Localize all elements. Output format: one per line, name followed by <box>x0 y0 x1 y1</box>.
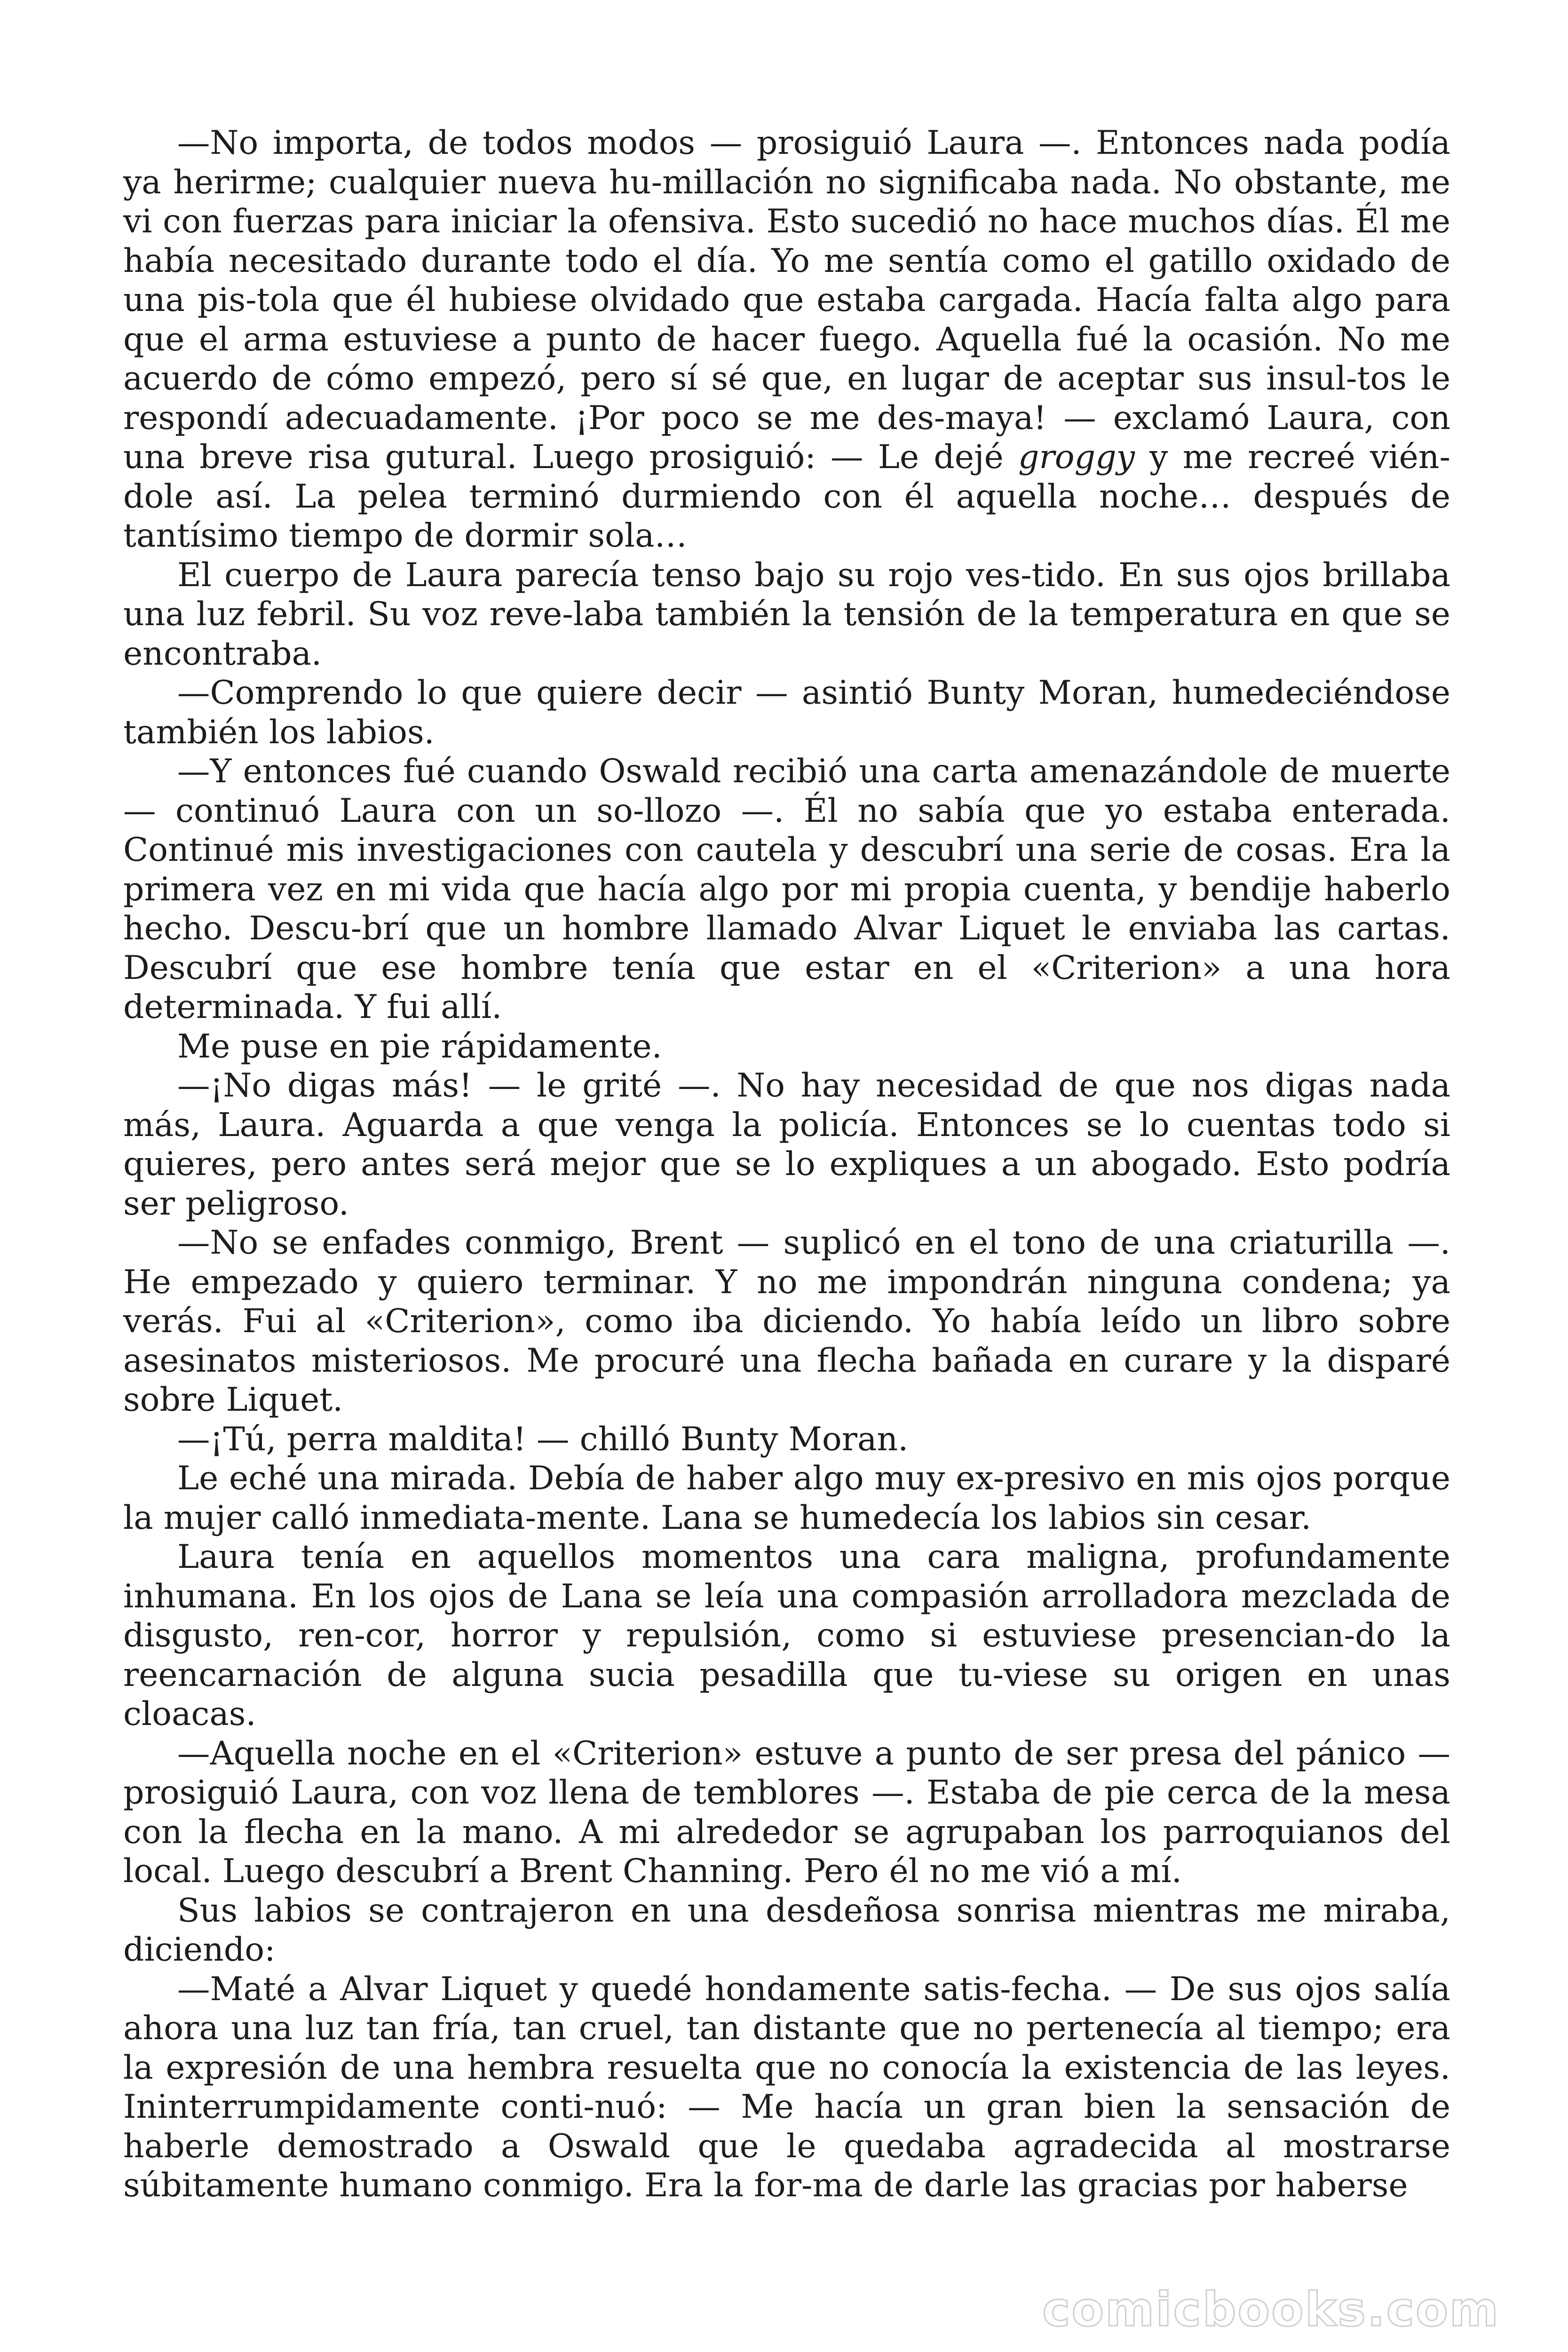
paragraph: —¡No digas más! — le grité —. No hay necesidad de que nos digas nada más, Laura. Aguarda a que venga la policía. Entonces se lo cuentas todo si quieres, pero antes será mejor que se lo expliques a un abogado. Esto podría ser peligroso. <box>123 1066 1450 1223</box>
paragraph: —Aquella noche en el «Criterion» estuve a punto de ser presa del pánico — prosiguió Laura, con voz llena de temblores —. Estaba de pie cerca de la mesa con la flecha en la mano. A mi alrededor se agrupaban los parroquianos del local. Luego descubrí a Brent Channing. Pero él no me vió a mí. <box>123 1734 1450 1890</box>
page-body <box>123 123 1450 2205</box>
paragraph: Laura tenía en aquellos momentos una cara maligna, profundamente inhumana. En los ojos de Lana se leía una compasión arrolladora mezclada de disgusto, ren-cor, horror y repulsión, como si estuviese presencian-do la reencarnación de alguna sucia pesadilla que tu-viese su origen en unas cloacas. <box>123 1538 1450 1733</box>
paragraph: —No importa, de todos modos — prosiguió Laura —. Entonces nada podía ya herirme; cualquier nueva hu-millación no significaba nada. No obstante, me vi con fuerzas para iniciar la ofensiva. Esto sucedió no hace muchos días. Él me había necesitado durante todo el día. Yo me sentía como el gatillo oxidado de una pis-tola que él hubiese olvidado que estaba cargada. Hacía falta algo para que el arma estuviese a punto de hacer fuego. Aquella fué la ocasión. No me acuerdo de cómo empezó, pero sí sé que, en lugar de aceptar sus insul-tos le respondí adecuadamente. ¡Por poco se me des-maya! — exclamó Laura, con una breve risa gutural. Luego prosiguió: — Le dejé groggy y me recreé vién-dole así. La pelea terminó durmiendo con él aquella noche… después de tantísimo tiempo de dormir sola… <box>123 124 1450 555</box>
paragraph: Le eché una mirada. Debía de haber algo muy ex-presivo en mis ojos porque la mujer calló inmediata-mente. Lana se humedecía los labios sin cesar. <box>123 1459 1450 1537</box>
italic-word: groggy <box>1018 438 1135 476</box>
paragraph: El cuerpo de Laura parecía tenso bajo su rojo ves-tido. En sus ojos brillaba una luz febril. Su voz reve-laba también la tensión de la temperatura en que se encontraba. <box>123 556 1450 673</box>
paragraph: —Y entonces fué cuando Oswald recibió una carta amenazándole de muerte — continuó Laura con un so-llozo —. Él no sabía que yo estaba enterada. Continué mis investigaciones con cautela y descubrí una serie de cosas. Era la primera vez en mi vida que hacía algo por mi propia cuenta, y bendije haberlo hecho. Descu-brí que un hombre llamado Alvar Liquet le enviaba las cartas. Descubrí que ese hombre tenía que estar en el «Criterion» a una hora determinada. Y fui allí. <box>123 752 1450 1026</box>
site-watermark: comicbooks.com <box>1042 2282 1500 2337</box>
paragraph: —No se enfades conmigo, Brent — suplicó en el tono de una criaturilla —. He empezado y quiero terminar. Y no me impondrán ninguna condena; ya verás. Fui al «Criterion», como iba diciendo. Yo había leído un libro sobre asesinatos misteriosos. Me procuré una flecha bañada en curare y la disparé sobre Liquet. <box>123 1224 1450 1419</box>
paragraph: —¡Tú, perra maldita! — chilló Bunty Moran. <box>177 1420 909 1458</box>
paragraph: —Maté a Alvar Liquet y quedé hondamente satis-fecha. — De sus ojos salía ahora una luz tan fría, tan cruel, tan distante que no pertenecía al tiempo; era la expresión de una hembra resuelta que no conocía la existencia de las leyes. Ininterrumpidamente conti-nuó: — Me hacía un gran bien la sensación de haberle demostrado a Oswald que le quedaba agradecida al mostrarse súbitamente humano conmigo. Era la for-ma de darle las gracias por haberse <box>123 1970 1450 2204</box>
paragraph: Me puse en pie rápidamente. <box>177 1027 662 1065</box>
paragraph: —Comprendo lo que quiere decir — asintió Bunty Moran, humedeciéndose también los labios. <box>123 674 1450 751</box>
paragraph: Sus labios se contrajeron en una desdeñosa sonrisa mientras me miraba, diciendo: <box>123 1891 1450 1969</box>
